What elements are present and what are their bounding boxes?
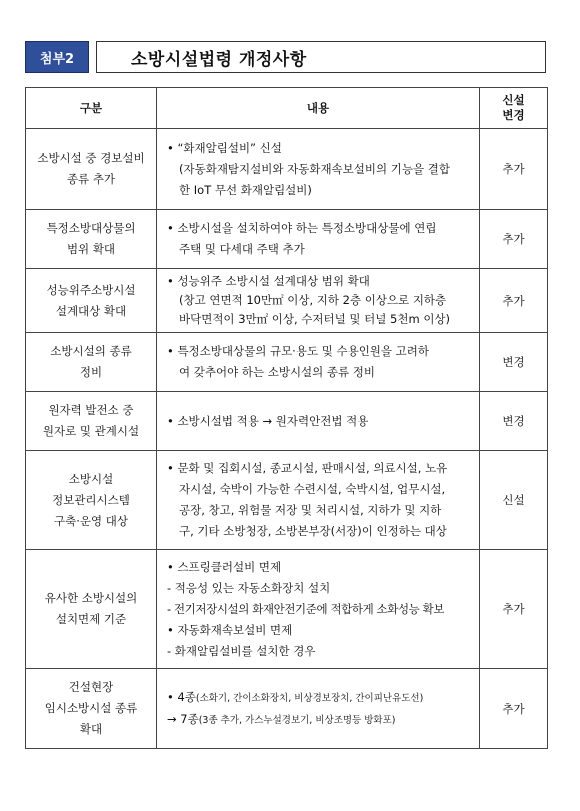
row-status: 추가: [480, 550, 548, 669]
row-content: • 4종(소화기, 간이소화장치, 비상경보장치, 간이피난유도선) → 7종(3종 추가, 가스누설경보기, 비상조명등 방화포): [157, 669, 480, 749]
row-status: 추가: [480, 210, 548, 269]
row-content: • 소방시설법 적용 → 원자력안전법 적용: [157, 392, 480, 451]
row-content: • 특정소방대상물의 규모·용도 및 수용인원을 고려하 여 갖추어야 하는 소방시설의 종류 정비: [157, 333, 480, 392]
table-row: [26, 269, 548, 333]
row-category: 성능위주소방시설 설계대상 확대: [26, 269, 157, 333]
attachment-badge: 첨부2: [25, 41, 89, 73]
row-content: • 성능위주 소방시설 설계대상 범위 확대 (창고 연면적 10만㎡ 이상, 지하 2층 이상으로 지하층 바닥면적이 3만㎡ 이상, 수저터널 및 터널 5천m 이상): [157, 269, 480, 333]
row-status: 추가: [480, 129, 548, 210]
row-content: • 소방시설을 설치하여야 하는 특정소방대상물에 연립 주택 및 다세대 주택 추가: [157, 210, 480, 269]
table-header-row: [26, 88, 548, 129]
table-row: [26, 210, 548, 269]
table-row: [26, 451, 548, 550]
row-status: 추가: [480, 269, 548, 333]
column-header-content: 내용: [157, 88, 480, 129]
row-category: 소방시설의 종류 정비: [26, 333, 157, 392]
row-category: 유사한 소방시설의 설치면제 기준: [26, 550, 157, 669]
table-row: [26, 550, 548, 669]
column-header-status: 신설 변경: [480, 88, 548, 129]
table-row: [26, 333, 548, 392]
row-status: 변경: [480, 392, 548, 451]
amendments-table: [25, 87, 548, 749]
row-category: 특정소방대상물의 범위 확대: [26, 210, 157, 269]
document-title: 소방시설법령 개정사항: [96, 41, 546, 73]
table-row: [26, 392, 548, 451]
row-content: • 문화 및 집회시설, 종교시설, 판매시설, 의료시설, 노유 자시설, 숙박이 가능한 수련시설, 숙박시설, 업무시설, 공장, 창고, 위험물 저장 및 처리시설, 지하가 및 지하 구, 기타 소방청장, 소방본부장(서장)이 인정하는 대상: [157, 451, 480, 550]
row-category: 소방시설 정보관리시스템 구축·운영 대상: [26, 451, 157, 550]
row-category: 소방시설 중 경보설비 종류 추가: [26, 129, 157, 210]
row-content: • “화재알림설비” 신설 (자동화재탐지설비와 자동화재속보설비의 기능을 결합 한 IoT 무선 화재알림설비): [157, 129, 480, 210]
table-row: [26, 129, 548, 210]
column-header-category: 구분: [26, 88, 157, 129]
table-row: [26, 669, 548, 749]
row-category: 건설현장 임시소방시설 종류 확대: [26, 669, 157, 749]
row-status: 변경: [480, 333, 548, 392]
row-category: 원자력 발전소 중 원자로 및 관계시설: [26, 392, 157, 451]
row-status: 추가: [480, 669, 548, 749]
row-content: • 스프링클러설비 면제 - 적응성 있는 자동소화장치 설치 - 전기저장시설의 화재안전기준에 적합하게 소화성능 확보 • 자동화재속보설비 면제 - 화재알림설비를 설치한 경우: [157, 550, 480, 669]
header: [25, 41, 546, 73]
row-status: 신설: [480, 451, 548, 550]
